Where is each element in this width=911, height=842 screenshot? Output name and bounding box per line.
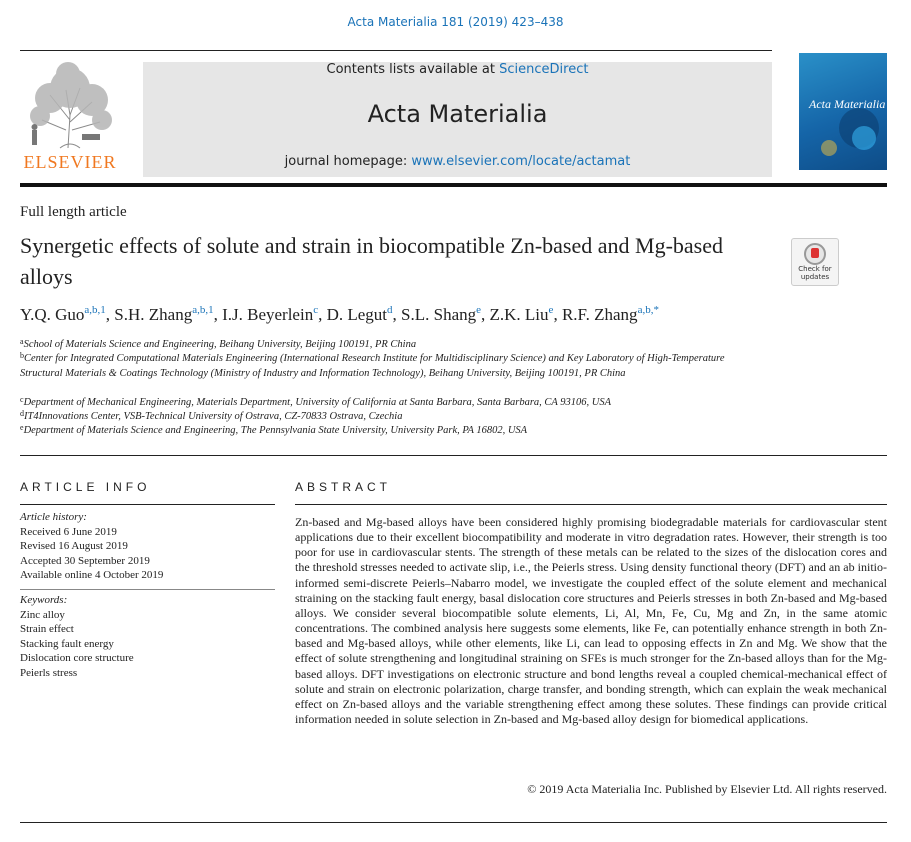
keywords	[20, 593, 275, 680]
svg-text:ELSEVIER: ELSEVIER	[23, 152, 117, 172]
check-updates-label-2: updates	[800, 273, 830, 281]
journal-homepage-link[interactable]: www.elsevier.com/locate/actamat	[411, 154, 631, 169]
svg-text:Acta Materialia: Acta Materialia	[809, 97, 886, 111]
keyword: Stacking fault energy	[20, 637, 114, 650]
history-received: Received 6 June 2019	[20, 525, 117, 538]
keyword: Strain effect	[20, 623, 74, 635]
author-separator: ,	[553, 305, 562, 324]
author-list	[20, 305, 659, 325]
author-separator: ,	[213, 305, 223, 324]
affiliation-text: IT4Innovations Center, VSB-Technical University of Ostrava, CZ-70833 Ostrava, Czechia	[24, 411, 403, 422]
author[interactable]: D. Legut	[326, 305, 388, 324]
affiliation-text: Department of Materials Science and Engineering, The Pennsylvania State University, University Park, PA 16802, USA	[23, 425, 528, 436]
abstract-text: Zn-based and Mg-based alloys have been considered highly promising biodegradable materials for cardiovascular stent applications due to their excellent biocompatibility and moderate in vitro degradation rates. However, their strength is too poor for use in cardiovascular stents. The strength of these metals can be related to the sizes of the dislocation cores and the threshold stresses needed to activate slip, i.e., the Peierls stress. Using density functional theory (DFT) and an ab initio-informed semi-discrete Peierls–Nabarro model, we investigate the coupled effect of the solute element and mechanical straining on the stacking fault energy, basal dislocation core structures and Peierls stresses in both Zn-based and Mg-based alloys. We consider several biocompatible solute elements, Li, Al, Mn, Fe, Cu, Mg and Zn, in the same atomic concentrations. The combined analysis here suggests some elements, like Fe, can potentially enhance strength in both Zn-based and Mg-based alloys, while other elements, like Li, can lead to opposing effects in Zn and Mg. We show that the effect of solute strengthening and longitudinal straining on SFEs is much stronger for the Zn-based alloys than for the Mg-based alloys. DFT investigations on electronic structure and bond lengths reveal a coupled chemical-mechanical effect of solute and strain on electronic polarization, charge transfer, and bonding strength, which can explain the weak mechanical effect on Zn-based alloys and the variable strengthening effect among these solutes. These findings can provide critical information needed in solute selection in Zn-based and Mg-based alloy design for biomedical applications.	[295, 515, 887, 727]
author-separator: ,	[481, 305, 490, 324]
journal-citation[interactable]: Acta Materialia 181 (2019) 423–438	[347, 15, 564, 29]
author-affiliation-link[interactable]: a,b,1	[192, 304, 214, 316]
history-label: Article history:	[20, 511, 87, 523]
author-separator: ,	[392, 305, 402, 324]
article-type: Full length article	[20, 204, 127, 220]
article-title: Synergetic effects of solute and strain in biocompatible Zn-based and Mg-based alloys	[20, 233, 723, 289]
affiliation-label: a	[20, 337, 24, 346]
author-affiliation-link[interactable]: a,b,1	[84, 304, 106, 316]
affiliation	[20, 351, 740, 381]
check-updates-icon	[804, 243, 826, 265]
author-affiliation-link[interactable]: e	[548, 304, 554, 316]
affiliation-text: Center for Integrated Computational Materials Engineering (International Research Institute for Multidisciplinary Science) and Key Laboratory of High-Temperature Structural Materials & Coatings Technology (Ministry of Industry and Information Technology), Beihang University, Beijing 100191, PR China	[20, 353, 725, 379]
keyword: Zinc alloy	[20, 608, 65, 621]
abstract-heading: ABSTRACT	[295, 480, 392, 494]
affiliation	[20, 409, 760, 424]
affiliation	[20, 337, 760, 352]
header-top-rule	[20, 50, 772, 51]
author[interactable]: R.F. Zhang	[561, 305, 638, 324]
article-history	[20, 510, 275, 583]
author-affiliation-link[interactable]: d	[387, 304, 393, 316]
contents-line	[143, 62, 772, 77]
history-revised: Revised 16 August 2019	[20, 540, 128, 552]
author-affiliation-link[interactable]: a,b,*	[637, 304, 659, 316]
check-for-updates-button[interactable]	[791, 238, 839, 286]
cover-artwork-icon	[799, 53, 887, 170]
author-separator: ,	[105, 305, 115, 324]
author[interactable]: S.L. Shang	[401, 305, 477, 324]
affiliation-text: School of Materials Science and Engineering, Beihang University, Beijing 100191, PR China	[23, 339, 417, 350]
keywords-label: Keywords:	[20, 594, 68, 606]
author[interactable]: S.H. Zhang	[114, 305, 193, 324]
history-accepted: Accepted 30 September 2019	[20, 554, 150, 567]
affiliation-text: Department of Mechanical Engineering, Materials Department, University of California at Santa Barbara, Santa Barbara, CA 93106, USA	[23, 397, 612, 408]
author-affiliation-link[interactable]: c	[313, 304, 319, 316]
keyword: Peierls stress	[20, 666, 78, 679]
sciencedirect-link[interactable]: ScienceDirect	[499, 62, 589, 77]
journal-cover-image[interactable]	[799, 53, 887, 170]
author-affiliation-link[interactable]: e	[476, 304, 482, 316]
affiliation	[20, 395, 760, 410]
author[interactable]: I.J. Beyerlein	[222, 305, 314, 324]
article-info-rule	[20, 504, 275, 505]
elsevier-logo[interactable]	[20, 60, 120, 174]
elsevier-tree-icon	[20, 60, 120, 174]
affiliation-label: c	[20, 395, 24, 404]
author[interactable]: Y.Q. Guo	[20, 305, 85, 324]
author-separator: ,	[318, 305, 327, 324]
journal-title: Acta Materialia	[367, 100, 548, 128]
footer-rule	[20, 822, 887, 823]
affiliation-label: b	[20, 351, 24, 360]
homepage-line	[143, 154, 772, 169]
affiliations-rule	[20, 455, 887, 456]
affiliation-label: e	[20, 423, 24, 432]
copyright-notice: © 2019 Acta Materialia Inc. Published by Elsevier Ltd. All rights reserved.	[527, 782, 887, 796]
check-updates-label-1: Check for	[798, 265, 832, 273]
keywords-rule	[20, 589, 275, 590]
journal-banner	[143, 62, 772, 177]
homepage-prefix: journal homepage:	[284, 154, 412, 169]
abstract-rule	[295, 504, 887, 505]
contents-prefix: Contents lists available at	[326, 62, 500, 77]
author[interactable]: Z.K. Liu	[489, 305, 549, 324]
history-online: Available online 4 October 2019	[20, 569, 164, 581]
affiliation	[20, 423, 760, 438]
header-bottom-rule	[20, 183, 887, 187]
keyword: Dislocation core structure	[20, 652, 134, 664]
affiliation-label: d	[20, 409, 24, 418]
article-info-heading: ARTICLE INFO	[20, 480, 151, 494]
